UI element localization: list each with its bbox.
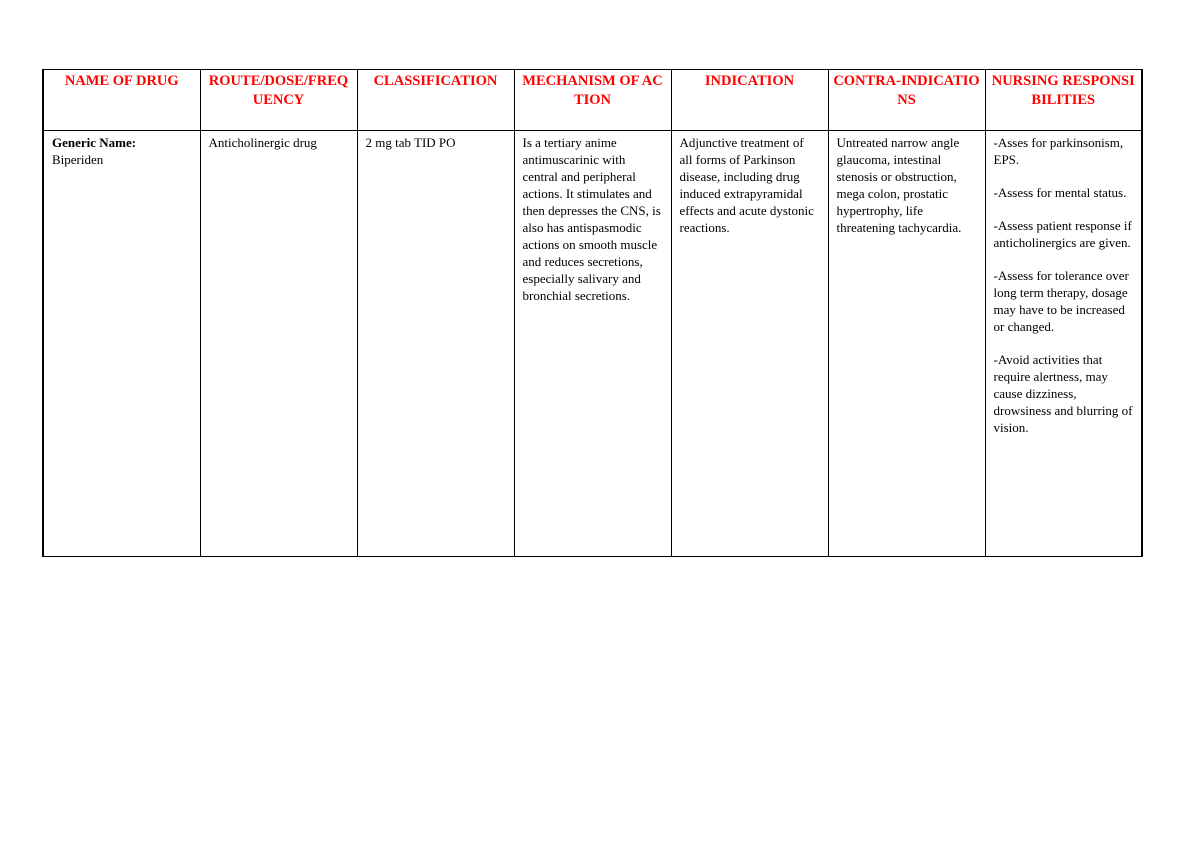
nursing-item: -Assess for tolerance over long term therapy, dosage may have to be increased or changed. bbox=[993, 268, 1129, 334]
cell-nursing-responsibilities bbox=[985, 131, 1142, 557]
header-mechanism-of-action: MECHANISM OF ACTION bbox=[514, 70, 671, 131]
header-route-dose-frequency: ROUTE/DOSE/FREQUENCY bbox=[200, 70, 357, 131]
nursing-item: -Asses for parkinsonism, EPS. bbox=[993, 135, 1124, 167]
drug-study-table bbox=[42, 69, 1143, 557]
table-row bbox=[43, 131, 1142, 557]
cell-classification: 2 mg tab TID PO bbox=[357, 131, 514, 557]
cell-drug-name bbox=[43, 131, 200, 557]
header-indication: INDICATION bbox=[671, 70, 828, 131]
nursing-item: -Assess for mental status. bbox=[993, 185, 1127, 200]
generic-name-value: Biperiden bbox=[52, 152, 104, 167]
cell-indication: Adjunctive treatment of all forms of Parkinson disease, including drug induced extrapyramidal effects and acute dystonic reactions. bbox=[671, 131, 828, 557]
cell-contraindications: Untreated narrow angle glaucoma, intestinal stenosis or obstruction, mega colon, prostatic hypertrophy, life threatening tachycardia. bbox=[828, 131, 985, 557]
nursing-item: -Assess patient response if anticholinergics are given. bbox=[993, 218, 1132, 250]
generic-name-label: Generic Name: bbox=[52, 135, 137, 150]
header-contraindications: CONTRA-INDICATIONS bbox=[828, 70, 985, 131]
header-nursing-responsibilities: NURSING RESPONSIBILITIES bbox=[985, 70, 1142, 131]
cell-route: Anticholinergic drug bbox=[200, 131, 357, 557]
header-name-of-drug: NAME OF DRUG bbox=[43, 70, 200, 131]
header-classification: CLASSIFICATION bbox=[357, 70, 514, 131]
cell-mechanism: Is a tertiary anime antimuscarinic with central and peripheral actions. It stimulates and then depresses the CNS, is also has antispasmodic actions on smooth muscle and reduces secretions, especially salivary and bronchial secretions. bbox=[514, 131, 671, 557]
table-header-row bbox=[43, 70, 1142, 131]
nursing-item: -Avoid activities that require alertness, may cause dizziness, drowsiness and blurring of vision. bbox=[993, 352, 1133, 435]
